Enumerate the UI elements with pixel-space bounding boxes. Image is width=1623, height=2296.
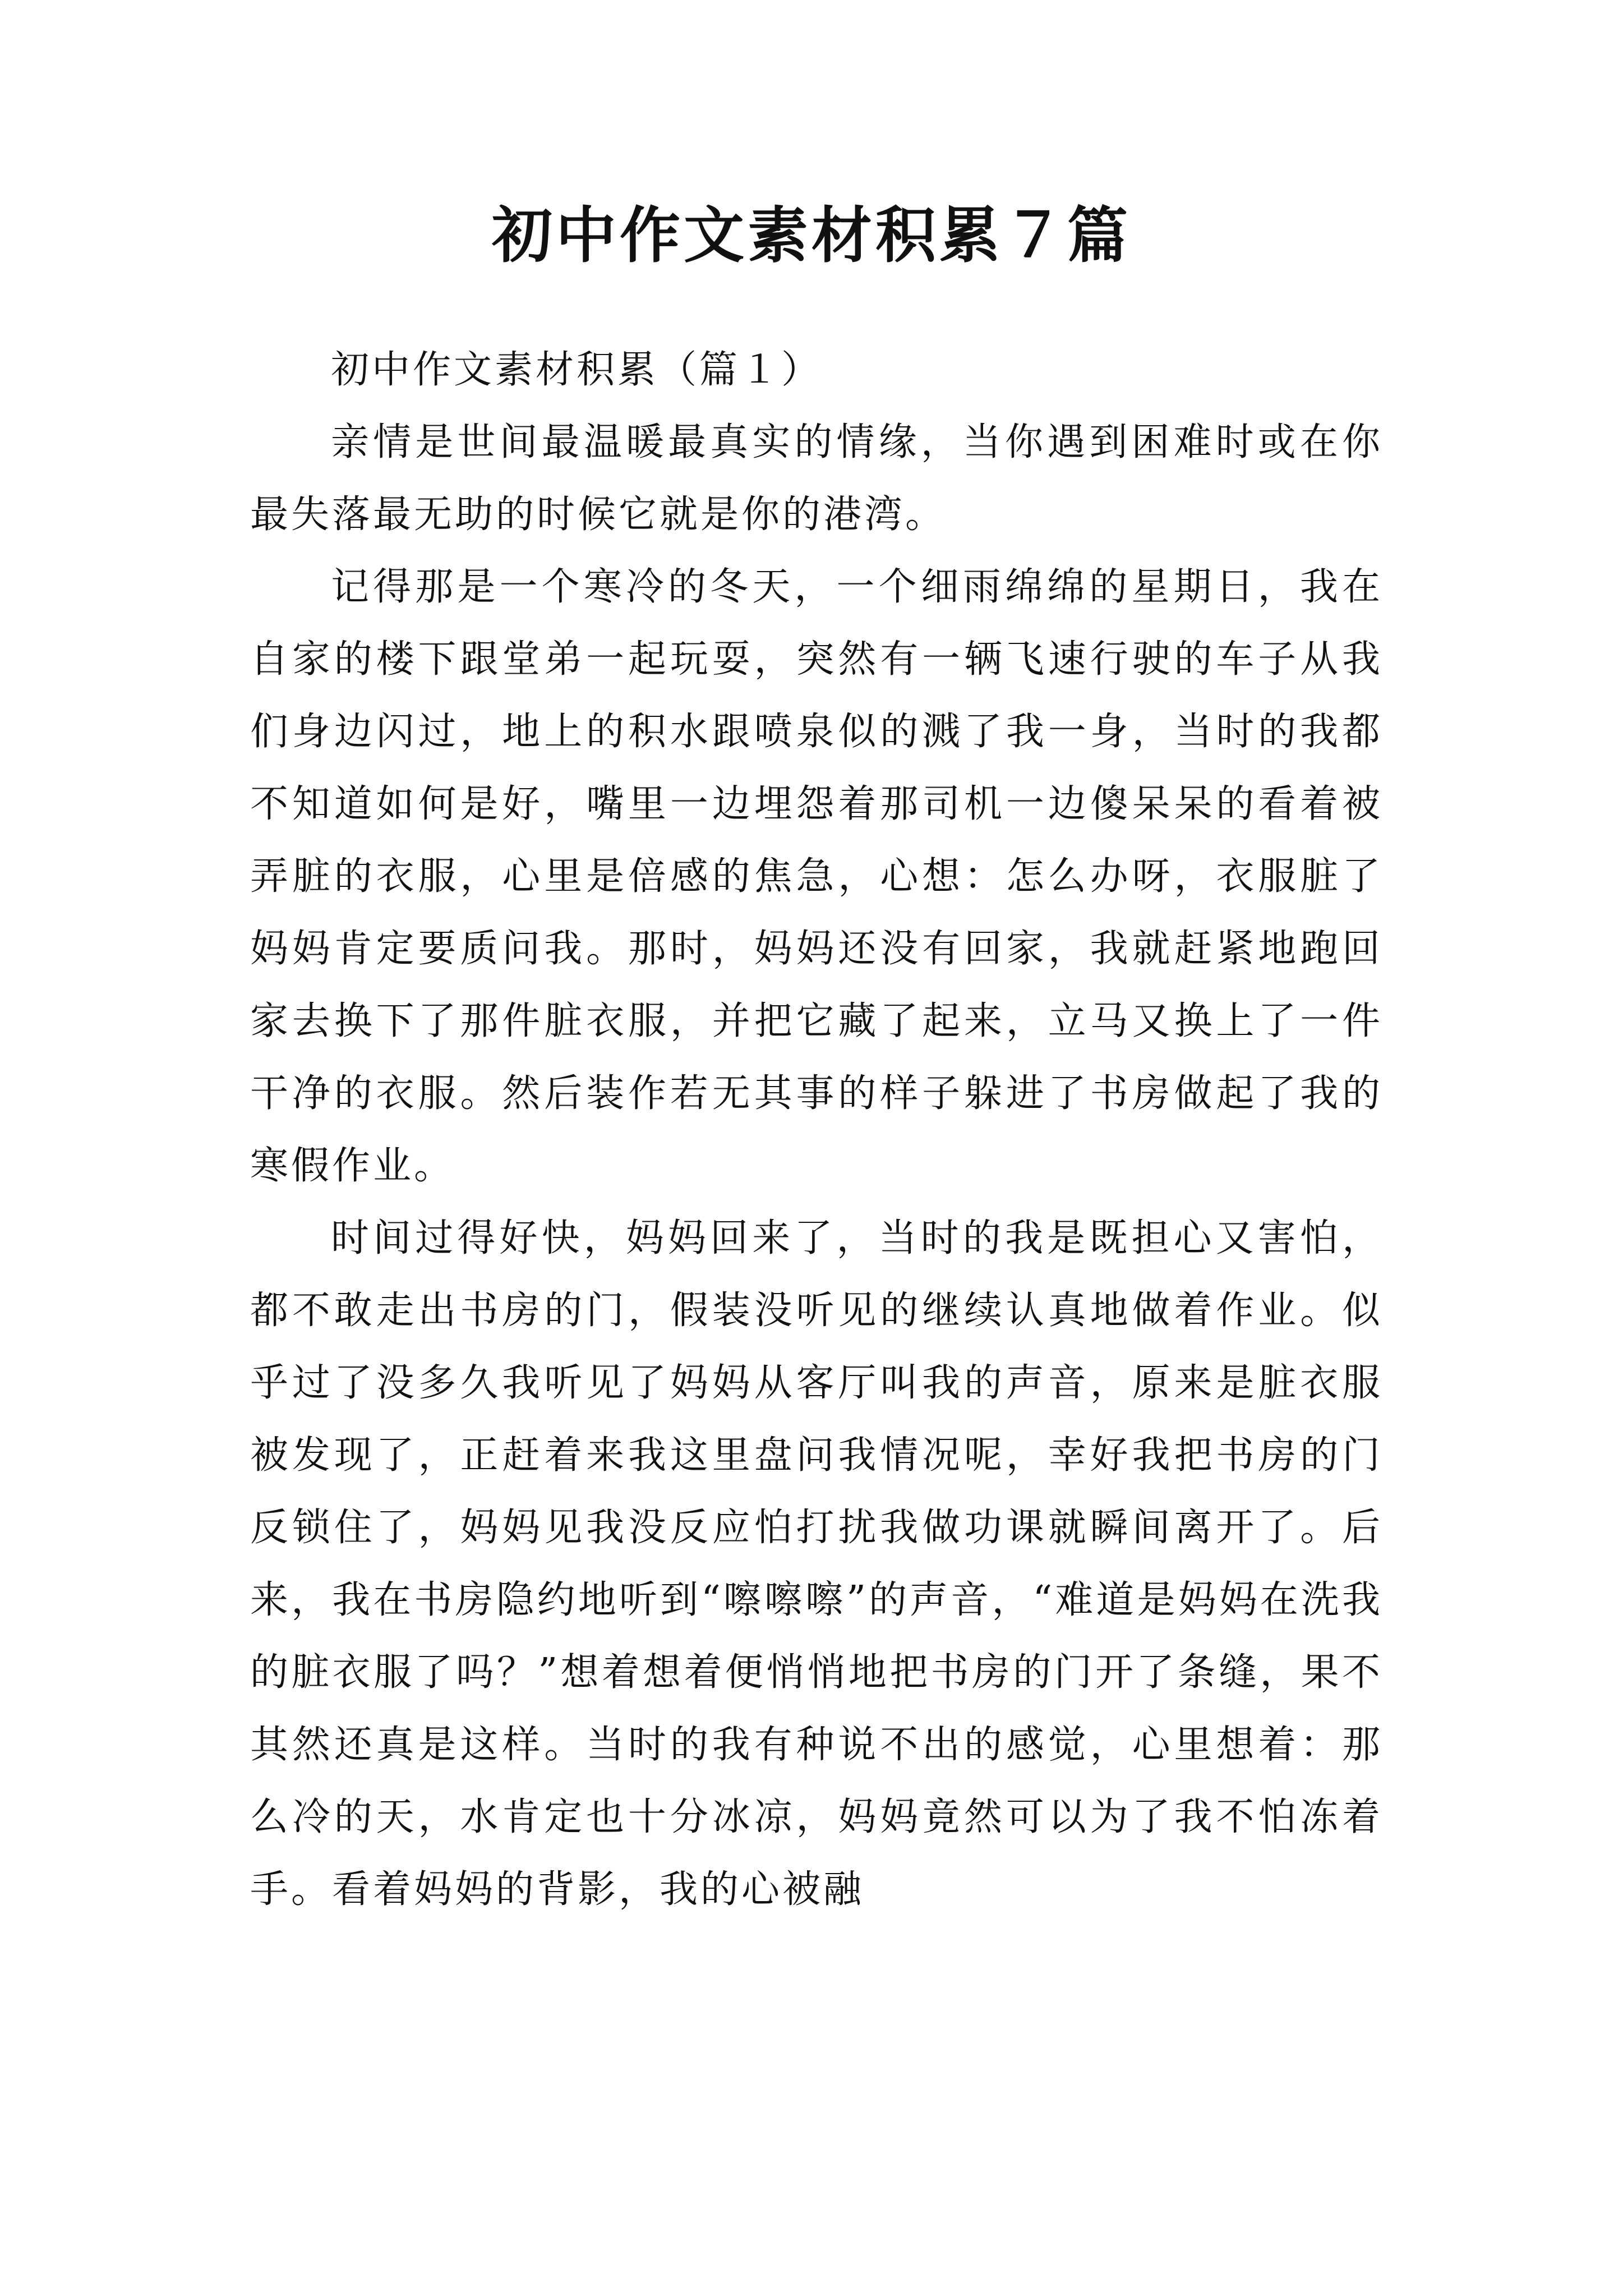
document-title: 初中作文素材积累７篇 (491, 200, 1131, 271)
section-heading: 初中作文素材积累（篇１） (331, 348, 823, 392)
paragraph-2: 记得那是一个寒冷的冬天，一个细雨绵绵的星期日，我在自家的楼下跟堂弟一起玩耍，突然有一辆飞速行驶的车子从我们身边闪过，地上的积水跟喷泉似的溅了我一身，当时的我都不知道如何是好，嘴里一边埋怨着那司机一边傻呆呆的看着被弄脏的衣服，心里是倍感的焦急，心想：怎么办呀，衣服脏了妈妈肯定要质问我。那时，妈妈还没有回家，我就赶紧地跑回家去换下了那件脏衣服，并把它藏了起来，立马又换上了一件干净的衣服。然后装作若无其事的样子躲进了书房做起了我的寒假作业。 (250, 565, 1383, 1188)
document-body (250, 334, 1383, 1926)
paragraph-1: 亲情是世间最温暖最真实的情缘，当你遇到困难时或在你最失落最无助的时候它就是你的港湾。 (250, 420, 1383, 537)
paragraph-3: 时间过得好快，妈妈回来了，当时的我是既担心又害怕，都不敢走出书房的门，假装没听见的继续认真地做着作业。似乎过了没多久我听见了妈妈从客厅叫我的声音，原来是脏衣服被发现了，正赶着来我这里盘问我情况呢，幸好我把书房的门反锁住了，妈妈见我没反应怕打扰我做功课就瞬间离开了。后来，我在书房隐约地听到“嚓嚓嚓”的声音，“难道是妈妈在洗我的脏衣服了吗？”想着想着便悄悄地把书房的门开了条缝，果不其然还真是这样。当时的我有种说不出的感觉，心里想着：那么冷的天，水肯定也十分冰凉，妈妈竟然可以为了我不怕冻着手。看着妈妈的背影，我的心被融 (250, 1216, 1383, 1912)
